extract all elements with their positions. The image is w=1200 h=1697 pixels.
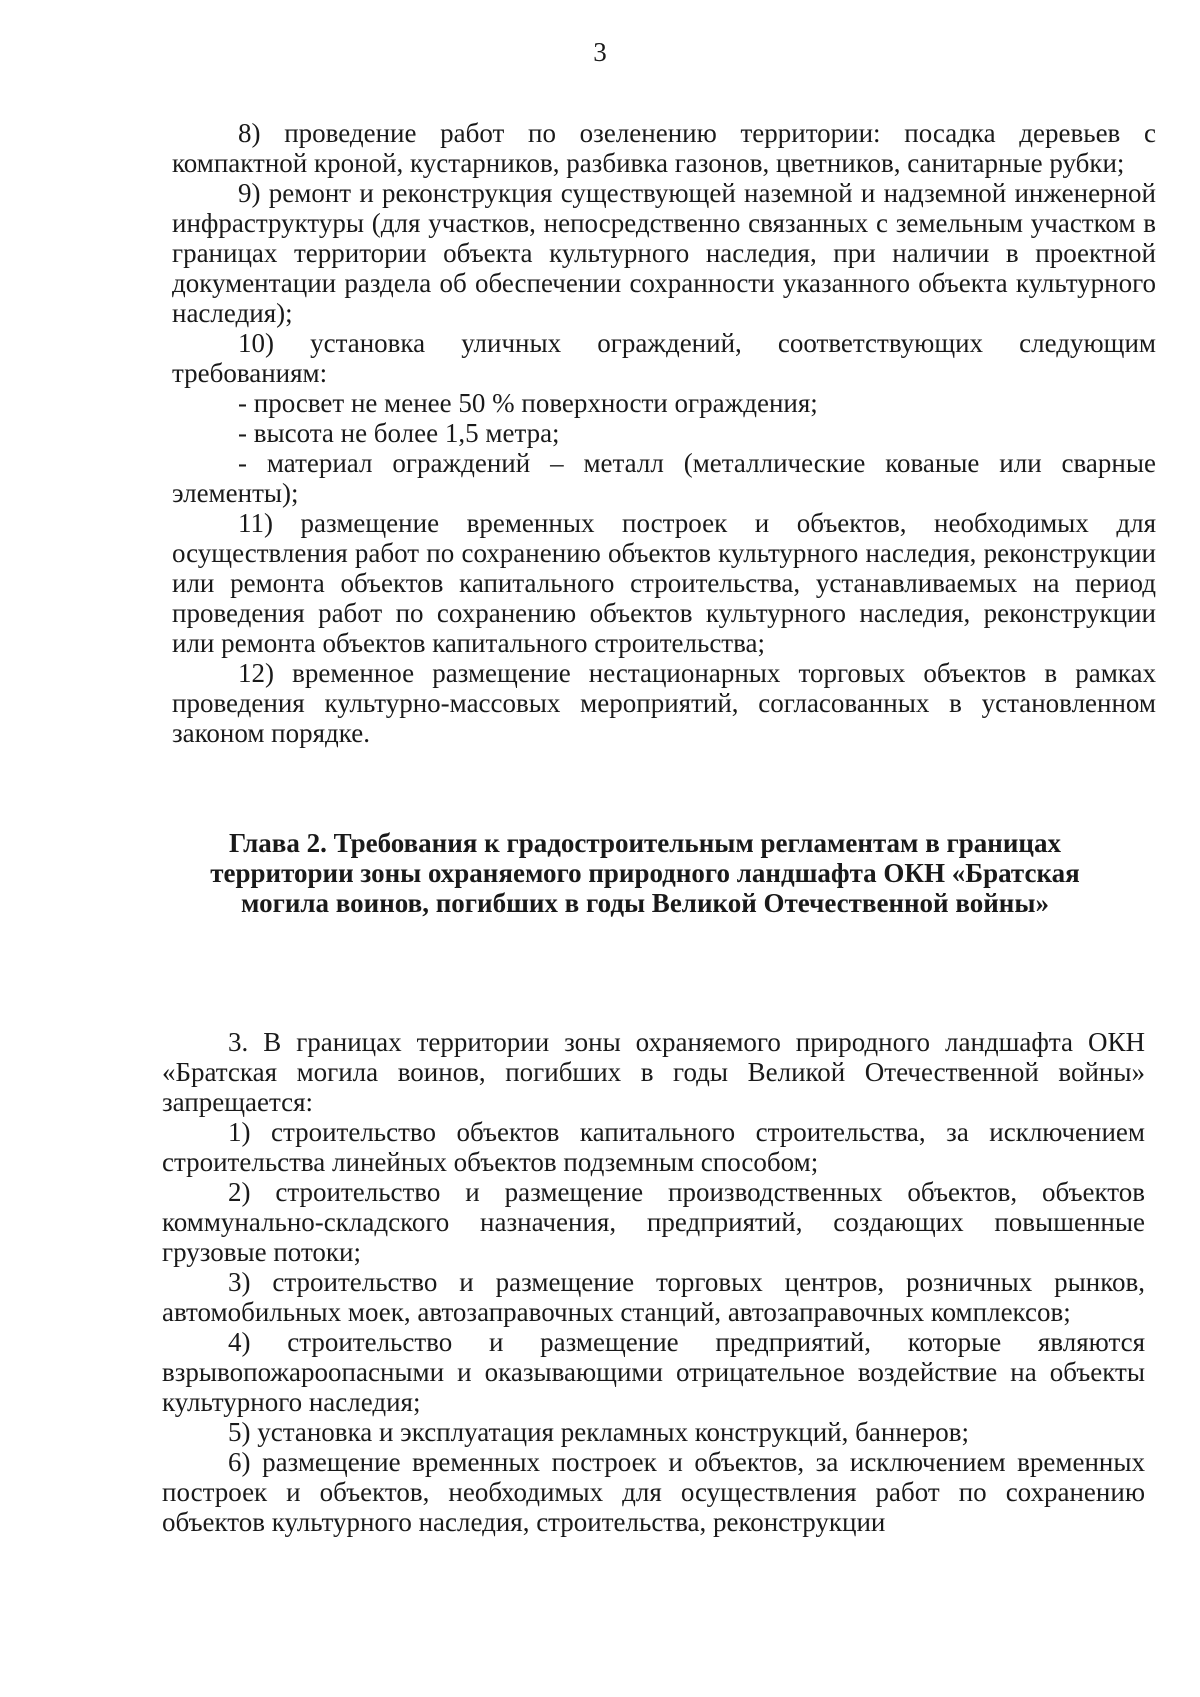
document-body-top: [172, 118, 1156, 748]
prohibition-item-5: 5) установка и эксплуатация рекламных конструкций, баннеров;: [228, 1417, 969, 1447]
list-item-9: 9) ремонт и реконструкция существующей наземной и надземной инженерной инфраструктуры (для участков, непосредственно связанных с земельным участком в границах территории объекта культурного наследия, при наличии в проектной документации раздела об обеспечении сохранности указанного объекта культурного наследия);: [172, 178, 1156, 328]
requirement-height: - высота не более 1,5 метра;: [238, 418, 560, 448]
document-body-bottom: [162, 1027, 1145, 1537]
chapter-heading: [190, 828, 1100, 918]
prohibition-item-2: 2) строительство и размещение производственных объектов, объектов коммунально-складского назначения, предприятий, создающих повышенные грузовые потоки;: [162, 1177, 1145, 1267]
prohibition-item-3: 3) строительство и размещение торговых центров, розничных рынков, автомобильных моек, автозаправочных станций, автозаправочных комплексов;: [162, 1267, 1145, 1327]
chapter-heading-line-1: Глава 2. Требования к градостроительным регламентам в границах: [229, 828, 1061, 858]
chapter-heading-line-2: территории зоны охраняемого природного ландшафта ОКН «Братская: [210, 858, 1080, 888]
list-item-10: 10) установка уличных ограждений, соответствующих следующим требованиям:: [172, 328, 1156, 388]
requirement-material: - материал ограждений – металл (металлические кованые или сварные элементы);: [172, 448, 1156, 508]
list-item-12: 12) временное размещение нестационарных торговых объектов в рамках проведения культурно-массовых мероприятий, согласованных в установленном законом порядке.: [172, 658, 1156, 748]
prohibition-item-6: 6) размещение временных построек и объектов, за исключением временных построек и объектов, необходимых для осуществления работ по сохранению объектов культурного наследия, строительства, реконструкции: [162, 1447, 1145, 1537]
chapter-heading-line-3: могила воинов, погибших в годы Великой Отечественной войны»: [241, 888, 1049, 918]
clause-3: 3. В границах территории зоны охраняемого природного ландшафта ОКН «Братская могила воинов, погибших в годы Великой Отечественной войны» запрещается:: [162, 1027, 1145, 1117]
prohibition-item-1: 1) строительство объектов капитального строительства, за исключением строительства линейных объектов подземным способом;: [162, 1117, 1145, 1177]
list-item-11: 11) размещение временных построек и объектов, необходимых для осуществления работ по сохранению объектов культурного наследия, реконструкции или ремонта объектов капитального строительства, устанавливаемых на период проведения работ по сохранению объектов культурного наследия, реконструкции или ремонта объектов капитального строительства;: [172, 508, 1156, 658]
page-number: 3: [593, 37, 607, 67]
prohibition-item-4: 4) строительство и размещение предприятий, которые являются взрывопожароопасными и оказывающими отрицательное воздействие на объекты культурного наследия;: [162, 1327, 1145, 1417]
list-item-8: 8) проведение работ по озеленению территории: посадка деревьев с компактной кроной, кустарников, разбивка газонов, цветников, санитарные рубки;: [172, 118, 1156, 178]
requirement-clearance: - просвет не менее 50 % поверхности ограждения;: [238, 388, 818, 418]
